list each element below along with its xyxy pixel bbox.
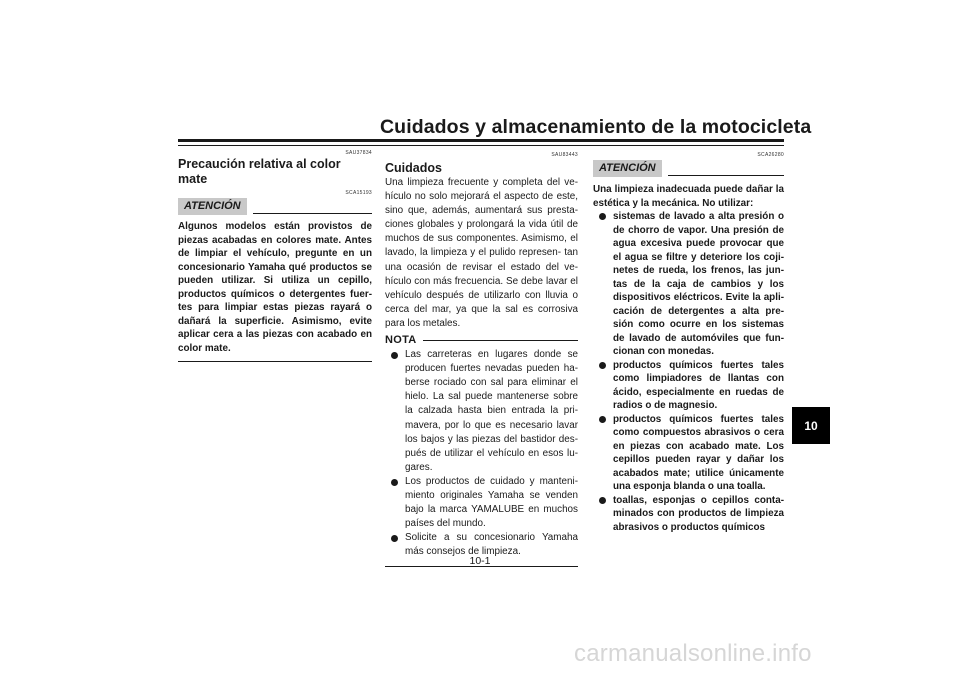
nota-item-text: Solicite a su concesionario Yamaha más consejos de limpieza.	[405, 532, 578, 558]
caution-item-text: toallas, esponjas o cepillos conta- minados con productos de limpieza abrasivos o productos químicos	[613, 494, 784, 533]
caution-item-text: productos químicos fuertes tales como compuestos abrasivos o cera en piezas con acabado mate. Los cepillos pueden rayar y dañar los acabados mate; utilice únicamente una esponja blanda o una toalla.	[613, 413, 784, 492]
bullet-icon	[599, 213, 606, 220]
section-code: SAU37834	[345, 150, 372, 156]
page-title: Cuidados y almacenamiento de la motocicleta	[380, 116, 812, 138]
header-rule-thick	[178, 139, 784, 142]
nota-item	[385, 475, 578, 531]
nota-rule	[423, 340, 578, 341]
bullet-icon	[391, 479, 398, 486]
nota-label: NOTA	[385, 334, 417, 347]
header-rule-thin	[178, 145, 784, 146]
section-code: SAU83443	[551, 152, 578, 158]
bullet-icon	[391, 535, 398, 542]
column-2	[385, 150, 578, 567]
page-number: 10-1	[469, 555, 491, 567]
caution-item	[593, 359, 784, 413]
caution-intro: Una limpieza inadecuada puede dañar la estética y la mecánica. No utilizar:	[593, 184, 784, 209]
caution-code: SCA26280	[757, 152, 784, 158]
section-heading-care: Cuidados	[385, 161, 442, 175]
nota-item-text: Las carreteras en lugares donde se producen fuertes nevadas pueden ha- berse rociado con sal para eliminar el hielo. La sal puede mantenerse sobre la calzada hasta bien entrada la pri- mavera, por lo que es necesario lavar los bajos y las piezas del bastidor des- pués de utilizar el vehículo en esos lu- gares.	[405, 349, 578, 473]
caution-item-text: sistemas de lavado a alta presión o de chorro de vapor. Una presión de agua excesiva puede provocar que el agua se filtre y deteriore los coji- netes de rueda, los frenos, las jun- tas de la caja de cambios y los dispositivos eléctricos. Evite la apli- cación de detergentes a alta pre- sión como ocurre en los sistemas de lavado de automóviles que fun- cionan con monedas.	[613, 211, 784, 357]
caution-item	[593, 413, 784, 494]
nota-list	[385, 348, 578, 559]
caution-header	[178, 198, 372, 215]
nota-header	[385, 334, 578, 346]
column-1	[178, 150, 372, 362]
bullet-icon	[599, 416, 606, 423]
bullet-icon	[599, 362, 606, 369]
bullet-icon	[391, 352, 398, 359]
caution-rule	[668, 175, 784, 176]
caution-rule	[253, 213, 372, 214]
caution-item-text: productos químicos fuertes tales como limpiadores de llantas con ácido, especialmente en ruedas de radios o de magnesio.	[613, 359, 784, 411]
caution-list	[593, 210, 784, 534]
bullet-icon	[599, 497, 606, 504]
caution-label: ATENCIÓN	[178, 198, 247, 215]
nota-item	[385, 348, 578, 475]
caution-item	[593, 210, 784, 359]
care-body-text: Una limpieza frecuente y completa del ve- hículo no solo mejorará el aspecto de este, sino que, además, aumentará sus presta- ciones globales y prolongará la vida útil de muchos de sus componentes. Asimismo, el lavado, la limpieza y el pulido represen- tan una ocasión de revisar el estado del ve- hículo con más frecuencia. Se debe lavar el vehículo después de utilizarlo con lluvia o cerca del mar, ya que la sal es corrosiva para los metales.	[385, 177, 578, 329]
watermark: carmanualsonline.info	[574, 640, 812, 667]
caution-item	[593, 494, 784, 535]
nota-item-text: Los productos de cuidado y manteni- miento originales Yamaha se venden bajo la marca YAMALUBE en muchos países del mundo.	[405, 475, 578, 530]
caution-code: SCA15193	[345, 190, 372, 196]
caution-end-rule	[178, 361, 372, 362]
caution-text: Algunos modelos están provistos de piezas acabadas en colores mate. Antes de limpiar el vehículo, pregunte en un concesionario Yamaha qué productos se pueden utilizar. Si utiliza un cepillo, productos químicos o detergentes fuer- tes para limpiar estas piezas rayará o dañará la superficie. Asimismo, evite aplicar cera a las piezas con acabado en color mate.	[178, 221, 372, 354]
chapter-tab[interactable]: 10	[792, 407, 830, 444]
section-heading-matte-color: Precaución relativa al color mate	[178, 157, 341, 186]
caution-label: ATENCIÓN	[593, 160, 662, 177]
column-3	[593, 150, 784, 534]
caution-header	[593, 160, 784, 177]
